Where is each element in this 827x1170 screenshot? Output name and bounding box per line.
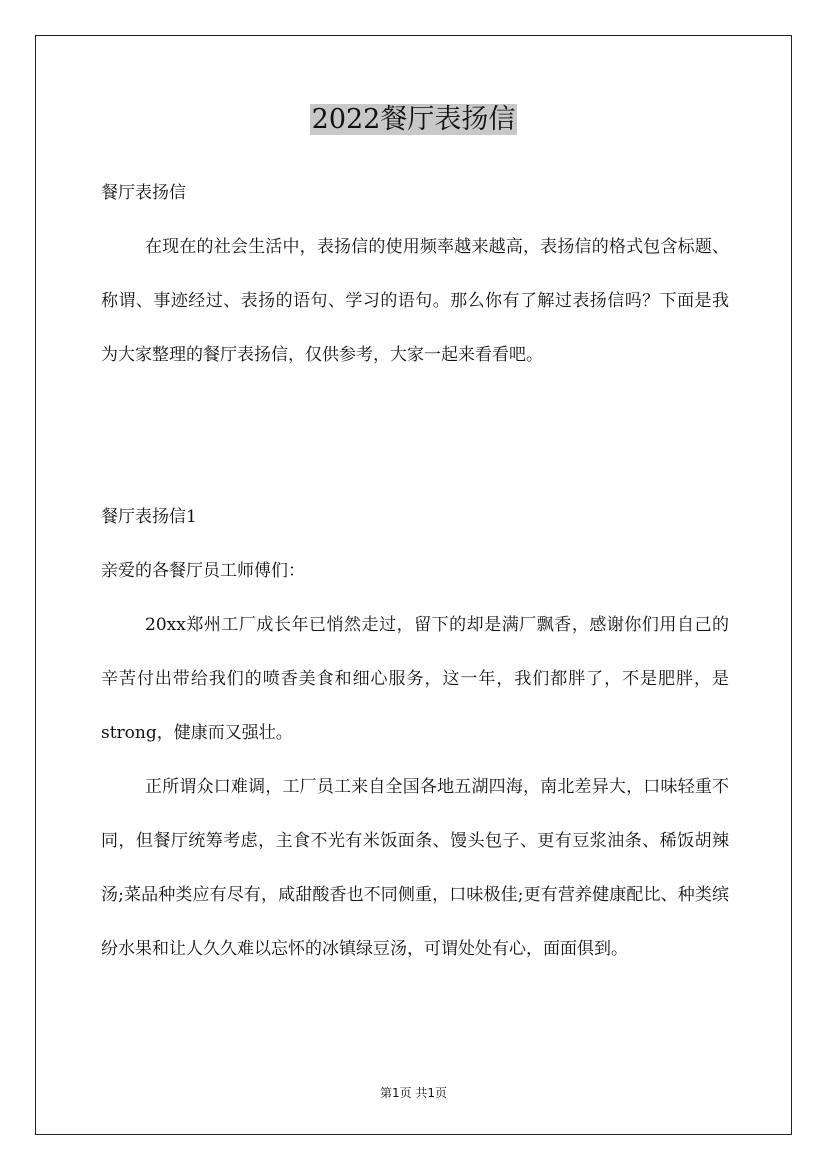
document-subtitle: 餐厅表扬信	[101, 183, 186, 203]
letter-salutation: 亲爱的各餐厅员工师傅们：	[101, 561, 305, 581]
letter-paragraph-2: 正所谓众口难调，工厂员工来自全国各地五湖四海，南北差异大，口味轻重不同，但餐厅统筹考虑，主食不光有米饭面条、馒头包子、更有豆浆油条、稀饭胡辣汤;菜品种类应有尽有，咸甜酸香也不同侧重，口味极佳;更有营养健康配比、种类缤纷水果和让人久久难以忘怀的冰镇绿豆汤，可谓处处有心，面面俱到。	[101, 777, 729, 959]
letter-paragraph-1: 20xx郑州工厂成长年已悄然走过，留下的却是满厂飘香，感谢你们用自己的辛苦付出带给我们的喷香美食和细心服务，这一年，我们都胖了，不是肥胖，是strong，健康而又强壮。	[101, 615, 729, 743]
section-heading: 餐厅表扬信1	[101, 507, 197, 527]
document-title-text: 2022餐厅表扬信	[311, 104, 516, 135]
intro-paragraph: 在现在的社会生活中，表扬信的使用频率越来越高，表扬信的格式包含标题、称谓、事迹经过、表扬的语句、学习的语句。那么你有了解过表扬信吗？下面是我为大家整理的餐厅表扬信，仅供参考，大家一起来看看吧。	[101, 237, 729, 365]
page-footer: 第1页 共1页	[379, 1086, 448, 1100]
document-title	[0, 100, 827, 140]
